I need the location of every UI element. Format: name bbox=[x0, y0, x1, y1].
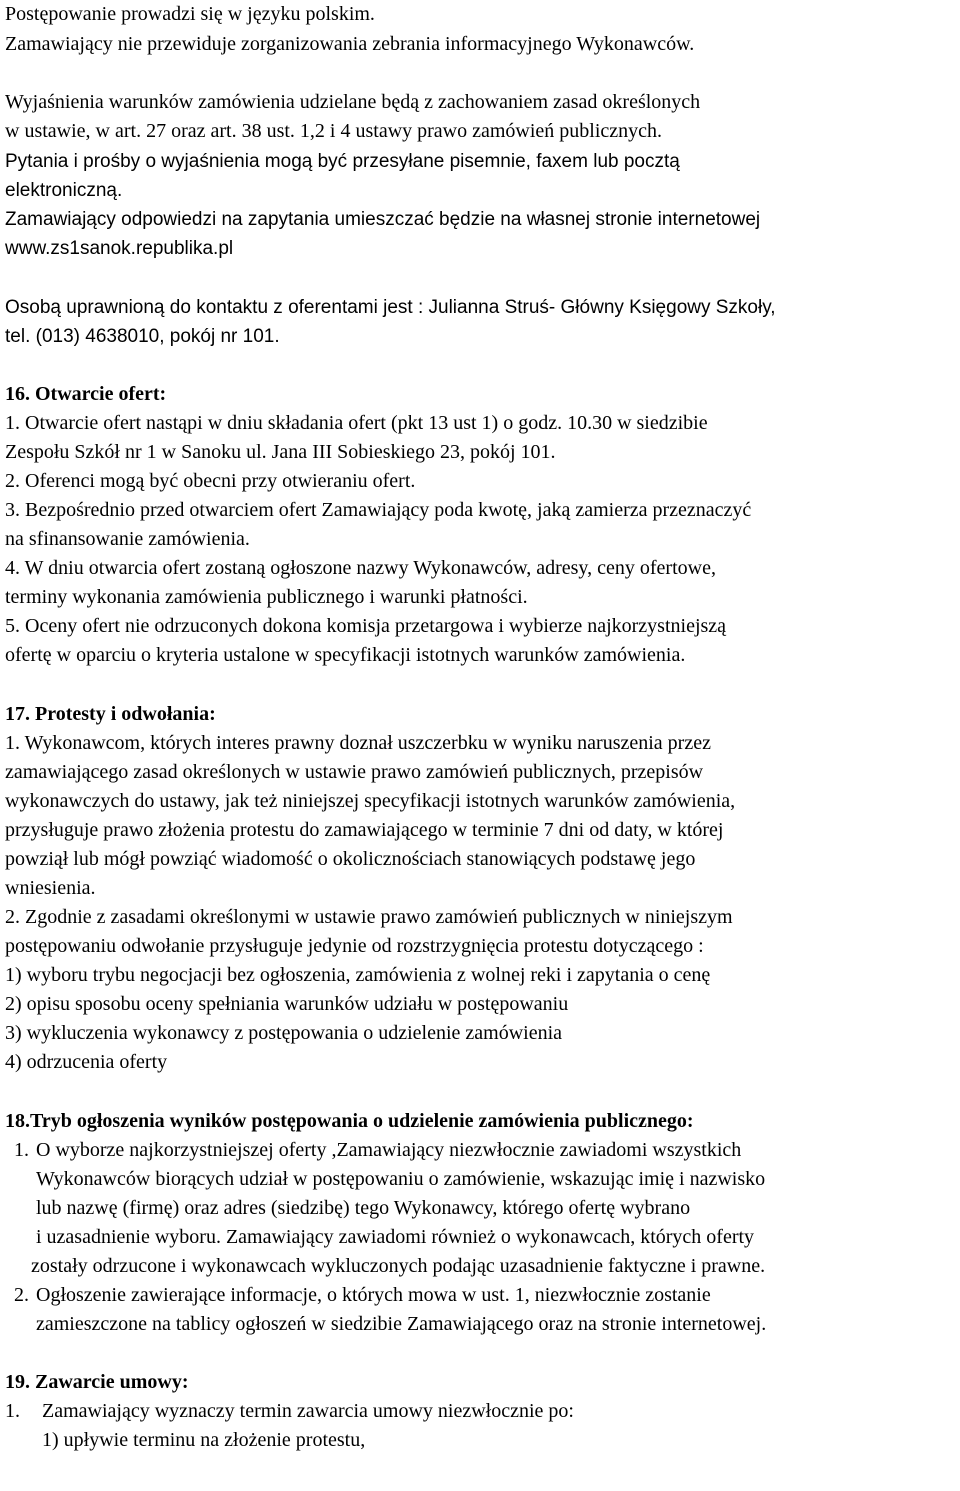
sec17-line: 1) wyboru trybu negocjacji bez ogłoszenia, zamówienia z wolnej reki i zapytania o cenę bbox=[5, 964, 711, 986]
sec16-line: na sfinansowanie zamówienia. bbox=[5, 528, 250, 550]
sec16-line: terminy wykonania zamówienia publicznego i warunki płatności. bbox=[5, 586, 528, 608]
sec17-line: 4) odrzucenia oferty bbox=[5, 1051, 168, 1073]
sec18-item-2-line: zamieszczone na tablicy ogłoszeń w siedzibie Zamawiającego oraz na stronie internetowej. bbox=[36, 1313, 767, 1335]
text-contact-2: tel. (013) 4638010, pokój nr 101. bbox=[5, 326, 280, 347]
sec16-line: ofertę w oparciu o kryteria ustalone w specyfikacji istotnych warunków zamówienia. bbox=[5, 644, 686, 666]
sec17-line: 2) opisu sposobu oceny spełniania warunków udziału w postępowaniu bbox=[5, 993, 569, 1015]
sec16-line: 2. Oferenci mogą być obecni przy otwieraniu ofert. bbox=[5, 470, 416, 492]
sec17-line: wykonawczych do ustawy, jak też niniejszej specyfikacji istotnych warunków zamówienia, bbox=[5, 790, 736, 812]
sec18-item-2-line: Ogłoszenie zawierające informacje, o których mowa w ust. 1, niezwłocznie zostanie bbox=[36, 1284, 711, 1306]
sec17-line: 2. Zgodnie z zasadami określonymi w ustawie prawo zamówień publicznych w niniejszym bbox=[5, 906, 733, 928]
sec17-line: powziął lub mógł powziąć wiadomość o okolicznościach stanowiących podstawę jego bbox=[5, 848, 696, 870]
heading-sec17: 17. Protesty i odwołania: bbox=[5, 703, 216, 725]
text-answers-1: Zamawiający odpowiedzi na zapytania umieszczać będzie na własnej stronie internetowej bbox=[5, 209, 761, 230]
heading-sec18 bbox=[5, 1107, 694, 1136]
sec19-sub-item-1: 1) upływie terminu na złożenie protestu, bbox=[42, 1429, 366, 1451]
sec19-item-1-number: 1. bbox=[5, 1400, 20, 1422]
sec18-item-1-line: lub nazwę (firmę) oraz adres (siedzibę) tego Wykonawcy, którego ofertę wybrano bbox=[36, 1197, 691, 1219]
heading-sec16: 16. Otwarcie ofert: bbox=[5, 383, 167, 405]
text-explanations-2: w ustawie, w art. 27 oraz art. 38 ust. 1,2 i 4 ustawy prawo zamówień publicznych. bbox=[5, 120, 663, 142]
sec16-line: 4. W dniu otwarcia ofert zostaną ogłoszone nazwy Wykonawców, adresy, ceny ofertowe, bbox=[5, 557, 716, 579]
heading-sec18-number: 18. bbox=[5, 1110, 30, 1132]
text-meeting: Zamawiający nie przewiduje zorganizowania zebrania informacyjnego Wykonawców. bbox=[5, 33, 695, 55]
sec17-line: przysługuje prawo złożenia protestu do zamawiającego w terminie 7 dni od daty, w której bbox=[5, 819, 724, 841]
heading-sec18-text: Tryb ogłoszenia wyników postępowania o udzielenie zamówienia publicznego: bbox=[30, 1110, 694, 1132]
sec16-line: Zespołu Szkół nr 1 w Sanoku ul. Jana III Sobieskiego 23, pokój 101. bbox=[5, 441, 556, 463]
sec18-item-1-line: zostały odrzucone i wykonawcach wykluczonych podając uzasadnienie faktyczne i prawne. bbox=[31, 1255, 766, 1277]
sec18-item-2-number: 2. bbox=[14, 1284, 29, 1306]
text-contact-1: Osobą uprawnioną do kontaktu z oferentami jest : Julianna Struś- Główny Księgowy Szkoły, bbox=[5, 297, 776, 318]
sec16-line: 5. Oceny ofert nie odrzuconych dokona komisja przetargowa i wybierze najkorzystniejszą bbox=[5, 615, 727, 637]
sec19-item-1-text: Zamawiający wyznaczy termin zawarcia umowy niezwłocznie po: bbox=[42, 1400, 574, 1422]
sec18-item-1-line: O wyborze najkorzystniejszej oferty ,Zamawiający niezwłocznie zawiadomi wszystkich bbox=[36, 1139, 742, 1161]
sec16-line: 3. Bezpośrednio przed otwarciem ofert Zamawiający poda kwotę, jaką zamierza przeznaczyć bbox=[5, 499, 752, 521]
sec17-line: wniesienia. bbox=[5, 877, 96, 899]
sec17-line: 3) wykluczenia wykonawcy z postępowania o udzielenie zamówienia bbox=[5, 1022, 563, 1044]
text-questions-1: Pytania i prośby o wyjaśnienia mogą być przesyłane pisemnie, faxem lub pocztą bbox=[5, 151, 680, 172]
text-explanations-1: Wyjaśnienia warunków zamówienia udzielane będą z zachowaniem zasad określonych bbox=[5, 91, 701, 113]
sec18-item-1-number: 1. bbox=[14, 1139, 29, 1161]
text-questions-2: elektroniczną. bbox=[5, 180, 123, 201]
sec17-line: 1. Wykonawcom, których interes prawny doznał uszczerbku w wyniku naruszenia przez bbox=[5, 732, 711, 754]
heading-sec19: 19. Zawarcie umowy: bbox=[5, 1371, 189, 1393]
text-answers-2: www.zs1sanok.republika.pl bbox=[5, 238, 234, 259]
sec16-line: 1. Otwarcie ofert nastąpi w dniu składania ofert (pkt 13 ust 1) o godz. 10.30 w siedzibie bbox=[5, 412, 708, 434]
sec17-line: postępowaniu odwołanie przysługuje jedynie od rozstrzygnięcia protestu dotyczącego : bbox=[5, 935, 704, 957]
sec17-line: zamawiającego zasad określonych w ustawie prawo zamówień publicznych, przepisów bbox=[5, 761, 704, 783]
sec18-item-1-line: i uzasadnienie wyboru. Zamawiający zawiadomi również o wykonawcach, których oferty bbox=[36, 1226, 755, 1248]
sec18-item-1-line: Wykonawców biorących udział w postępowaniu o zamówienie, wskazując imię i nazwisko bbox=[36, 1168, 766, 1190]
text-language: Postępowanie prowadzi się w języku polskim. bbox=[5, 3, 375, 25]
